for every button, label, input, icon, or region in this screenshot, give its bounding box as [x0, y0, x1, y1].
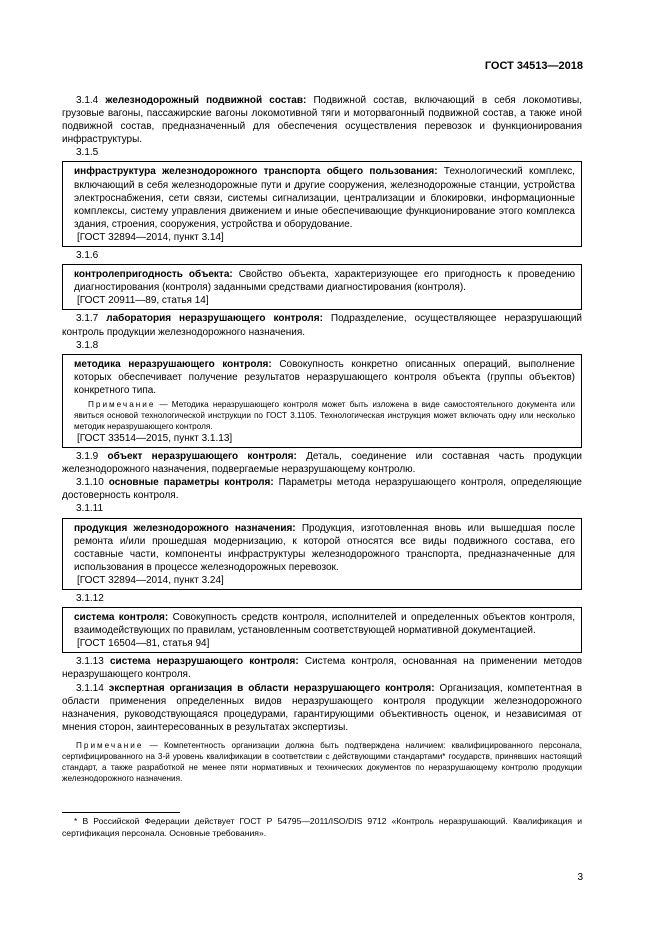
quoted-definition-box	[62, 161, 582, 247]
definitions-section	[62, 94, 582, 784]
document-code: ГОСТ 34513—2018	[484, 60, 583, 72]
entry-term: экспертная организация в области неразрушающего контроля:	[108, 682, 435, 694]
entry-3-1-6	[74, 268, 575, 294]
entry-definition: Совокупность средств контроля, исполнителей и определенных объектов контроля, взаимодействующих по правилам, установленным соответствующей нормативной документацией.	[74, 612, 575, 637]
footnote: * В Российской Федерации действует ГОСТ Р 54795—2011/ISO/DIS 9712 «Контроль неразрушающий. Квалификация и сертификация персонала. Основные требования».	[62, 816, 582, 838]
entry-3-1-9	[62, 450, 582, 476]
entry-number: 3.1.11	[76, 503, 104, 515]
source-reference: [ГОСТ 16504—81, статья 94]	[77, 638, 210, 650]
source-reference: [ГОСТ 33514—2015, пункт 3.1.13]	[77, 432, 233, 444]
entry-term: методика неразрушающего контроля:	[74, 358, 272, 370]
quoted-definition-box	[62, 354, 582, 448]
entry-definition: Подвижной состав, включающий в себя локомотивы, грузовые вагоны, пассажирские вагоны локомотивной тяги и моторвагонный подвижной состав, а также иной подвижной состав, предназначенный для обеспечения осуществления перевозок и функционирования инфраструктуры.	[62, 95, 582, 146]
entry-definition: Организация, компетентная в области применения определенных видов неразрушающего контроля продукции железнодорожного назначения, руководствующаяся процедурами, гарантирующими объективность оценок, и независимая от мнения сторон, заинтересованных в результатах экспертизы.	[62, 682, 583, 733]
entry-3-1-4	[62, 94, 582, 146]
source-reference: [ГОСТ 32894—2014, пункт 3.24]	[77, 574, 224, 586]
entry-number: 3.1.14	[76, 682, 104, 694]
entry-3-1-7	[62, 312, 582, 338]
entry-number: 3.1.9	[76, 451, 99, 463]
entry-definition: Деталь, соединение или составная часть продукции железнодорожного назначения, подвергаемые неразрушающему контролю.	[62, 451, 582, 476]
entry-definition: Подразделение, осуществляющее неразрушающий контроль продукции железнодорожного назначения.	[62, 313, 582, 338]
entry-3-1-11	[74, 522, 575, 574]
entry-term: система неразрушающего контроля:	[110, 656, 299, 668]
entry-number: 3.1.7	[76, 313, 99, 325]
entry-3-1-13	[62, 655, 582, 681]
entry-definition: Свойство объекта, характеризующее его пригодность к проведению диагностирования (контроля) заданными средствами диагностирования (контроля).	[74, 269, 575, 294]
entry-number: 3.1.4	[76, 95, 99, 106]
entry-number: 3.1.13	[76, 656, 104, 668]
entry-term: инфраструктура железнодорожного транспорта общего пользования:	[74, 166, 438, 178]
entry-number: 3.1.6	[76, 250, 99, 262]
entry-3-1-8	[74, 358, 575, 397]
entry-definition: Совокупность конкретно описанных операций, выполнение которых обеспечивает получение результатов неразрушающего контроля объекта (группы объектов) конкретного типа.	[74, 358, 575, 396]
entry-term: железнодорожный подвижной состав:	[105, 95, 307, 106]
note-text: — Методика неразрушающего контроля может быть изложена в виде самостоятельного документа или явиться основой технологической инструкции по ГОСТ 3.1105. Технологическая инструкция может включать одну или несколько методик неразрушающего контроля.	[74, 399, 575, 431]
source-reference: [ГОСТ 20911—89, статья 14]	[77, 295, 209, 307]
entry-3-1-14	[62, 682, 582, 734]
entry-definition: Технологический комплекс, включающий в себя железнодорожные пути и другие сооружения, железнодорожные станции, устройства электроснабжения, сети связи, системы сигнализации, централизации и блокировки, информационные комплексы, систему управления движением и иные обеспечивающие функционирование этого комплекса здания, строения, сооружения, устройства и оборудование.	[74, 166, 575, 230]
note-label: Примечание	[88, 399, 156, 409]
entry-term: лаборатория неразрушающего контроля:	[106, 313, 323, 325]
entry-definition: Параметры метода неразрушающего контроля, определяющие достоверность контроля.	[62, 477, 582, 502]
entry-number: 3.1.5	[76, 147, 99, 159]
source-reference: [ГОСТ 32894—2014, пункт 3.14]	[77, 231, 224, 243]
entry-number: 3.1.8	[76, 339, 99, 351]
footnote-divider	[62, 812, 180, 813]
entry-3-1-10	[62, 476, 582, 502]
entry-number: 3.1.12	[76, 593, 104, 604]
page-number: 3	[577, 872, 583, 883]
entry-3-1-12	[74, 611, 575, 637]
entry-term: продукция железнодорожного назначения:	[74, 522, 296, 534]
entry-definition: Продукция, изготовленная вновь или вышедшая после ремонта и/или прошедшая модернизацию, к которой относятся все виды подвижного состава, его составные части, компоненты инфраструктуры железнодорожного транспорта, предназначенные для использования в процессе железнодорожных перевозок.	[74, 522, 576, 573]
entry-term: основные параметры контроля:	[108, 477, 274, 489]
note-label: Примечание	[76, 740, 144, 750]
entry-definition: Система контроля, основанная на применении методов неразрушающего контроля.	[62, 656, 583, 681]
note	[74, 399, 575, 432]
entry-term: контролепригодность объекта:	[74, 269, 233, 281]
entry-3-1-5	[74, 165, 575, 230]
entry-term: система контроля:	[74, 612, 169, 624]
quoted-definition-box	[62, 518, 582, 590]
entry-number: 3.1.10	[76, 477, 104, 489]
entry-term: объект неразрушающего контроля:	[107, 451, 297, 463]
quoted-definition-box	[62, 607, 582, 653]
note-text: — Компетентность организации должна быть подтверждена наличием: квалифицированного персонала, сертифицированного на 3-й уровень квалификации в соответствии с действующими стандартами* государств, принявших настоящий стандарт, а также разработкой не менее пяти нормативных и технических документов по неразрушающему контролю продукции железнодорожного назначения.	[62, 740, 582, 783]
note	[62, 740, 582, 784]
quoted-definition-box	[62, 264, 582, 310]
